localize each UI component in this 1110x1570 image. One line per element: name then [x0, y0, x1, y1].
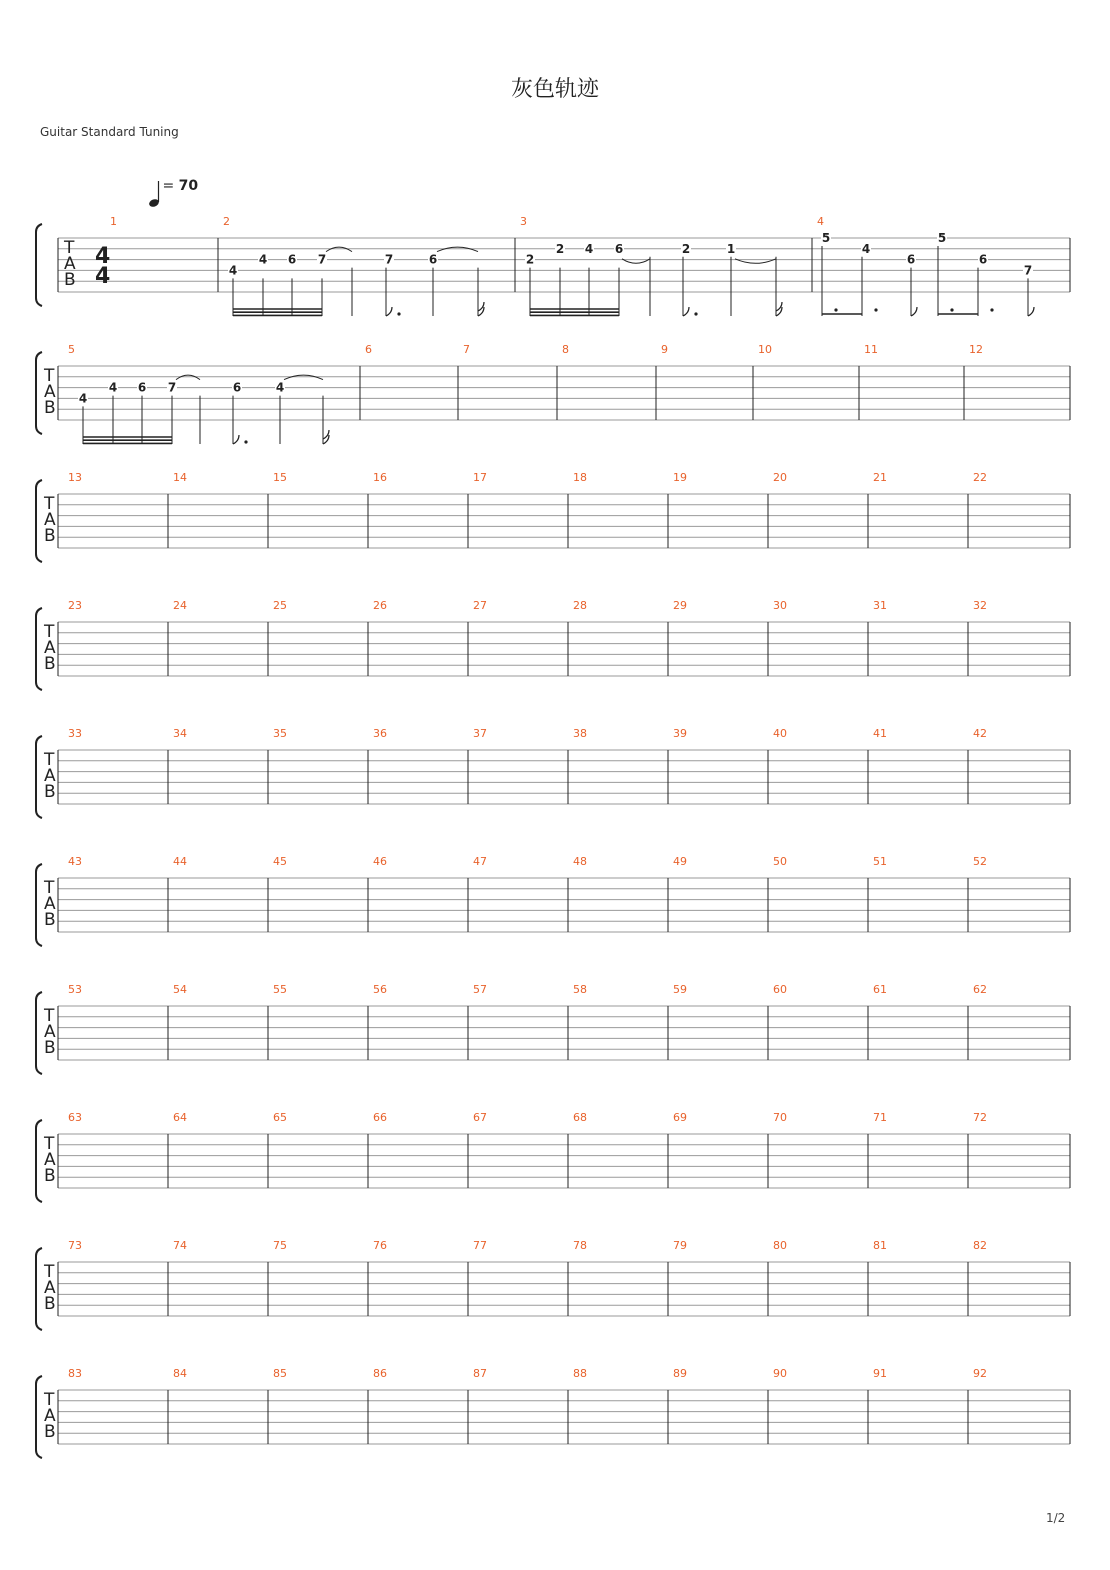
measure-number: 28: [573, 599, 587, 612]
tab-clef-letter-b: B: [44, 1294, 56, 1314]
tab-clef-letter-b: B: [44, 1038, 56, 1058]
tab-clef-letter-a: A: [44, 1278, 56, 1298]
system-bracket: [36, 1248, 42, 1330]
tempo-prefix: =: [162, 178, 179, 194]
measure-number: 14: [173, 471, 187, 484]
measure-number: 41: [873, 727, 887, 740]
tie-arc: [326, 247, 352, 252]
measure-number: 13: [68, 471, 82, 484]
measure-number: 37: [473, 727, 487, 740]
system-bracket: [36, 352, 42, 434]
measure-number: 2: [223, 215, 230, 228]
fret-number: 7: [167, 380, 177, 395]
note-flag: [911, 307, 917, 316]
song-title: 灰色轨迹: [510, 77, 599, 102]
measure-number: 43: [68, 855, 82, 868]
measure-number: 56: [373, 983, 387, 996]
measure-number: 36: [373, 727, 387, 740]
measure-number: 32: [973, 599, 987, 612]
measure-number: 4: [817, 215, 824, 228]
measure-number: 73: [68, 1239, 82, 1252]
measure-number: 91: [873, 1367, 887, 1380]
system-bracket: [36, 736, 42, 818]
measure-number: 70: [773, 1111, 787, 1124]
measure-number: 65: [273, 1111, 287, 1124]
measure-number: 53: [68, 983, 82, 996]
system-bracket: [36, 1120, 42, 1202]
tab-clef-letter-b: B: [44, 398, 56, 418]
measure-number: 86: [373, 1367, 387, 1380]
measure-number: 48: [573, 855, 587, 868]
system-bracket: [36, 480, 42, 562]
measure-number: 92: [973, 1367, 987, 1380]
measure-number: 50: [773, 855, 787, 868]
measure-number: 7: [463, 343, 470, 356]
measure-number: 71: [873, 1111, 887, 1124]
system-bracket: [36, 1376, 42, 1458]
measure-number: 8: [562, 343, 569, 356]
tuning-label: Guitar Standard Tuning: [40, 125, 179, 139]
measure-number: 84: [173, 1367, 187, 1380]
note-flag: [1028, 307, 1034, 316]
fret-number: 6: [232, 380, 242, 395]
measure-number: 61: [873, 983, 887, 996]
measure-number: 77: [473, 1239, 487, 1252]
measure-number: 83: [68, 1367, 82, 1380]
tie-arc: [437, 247, 478, 252]
tab-clef-letter-t: T: [44, 750, 55, 770]
tab-clef-letter-t: T: [44, 1006, 55, 1026]
measure-number: 46: [373, 855, 387, 868]
fret-number: 4: [78, 391, 88, 406]
measure-number: 40: [773, 727, 787, 740]
tab-clef-letter-t: T: [44, 1262, 55, 1282]
tab-clef-letter-a: A: [44, 1022, 56, 1042]
measure-number: 20: [773, 471, 787, 484]
measure-number: 30: [773, 599, 787, 612]
fret-number: 4: [108, 380, 118, 395]
note-dot: [834, 308, 837, 311]
measure-number: 52: [973, 855, 987, 868]
measure-number: 31: [873, 599, 887, 612]
fret-number: 6: [137, 380, 147, 395]
time-signature-bottom: 4: [95, 264, 111, 289]
measure-number: 89: [673, 1367, 687, 1380]
note-dot: [950, 308, 953, 311]
tab-clef-letter-t: T: [44, 1134, 55, 1154]
system-bracket: [36, 608, 42, 690]
measure-number: 25: [273, 599, 287, 612]
measure-number: 21: [873, 471, 887, 484]
fret-number: 7: [1023, 263, 1033, 278]
fret-number: 4: [584, 241, 594, 256]
measure-number: 75: [273, 1239, 287, 1252]
tab-clef-letter-t: T: [44, 494, 55, 514]
measure-number: 23: [68, 599, 82, 612]
measure-number: 82: [973, 1239, 987, 1252]
note-dot: [874, 308, 877, 311]
fret-number: 4: [258, 252, 268, 267]
measure-number: 12: [969, 343, 983, 356]
measure-number: 64: [173, 1111, 187, 1124]
tie-arc: [176, 375, 200, 380]
measure-number: 58: [573, 983, 587, 996]
fret-number: 4: [228, 263, 238, 278]
measure-number: 3: [520, 215, 527, 228]
note-flag: [386, 307, 392, 316]
measure-number: 88: [573, 1367, 587, 1380]
note-dot: [694, 312, 697, 315]
measure-number: 26: [373, 599, 387, 612]
tab-clef-letter-a: A: [44, 510, 56, 530]
measure-number: 85: [273, 1367, 287, 1380]
measure-number: 6: [365, 343, 372, 356]
fret-number: 5: [937, 231, 947, 245]
measure-number: 27: [473, 599, 487, 612]
fret-number: 6: [428, 252, 438, 267]
tempo-value: 70: [178, 178, 199, 194]
note-dot: [990, 308, 993, 311]
measure-number: 79: [673, 1239, 687, 1252]
tab-clef-letter-b: B: [44, 1166, 56, 1186]
measure-number: 66: [373, 1111, 387, 1124]
measure-number: 51: [873, 855, 887, 868]
tab-clef-letter-b: B: [44, 654, 56, 674]
fret-number: 7: [317, 252, 327, 267]
measure-number: 54: [173, 983, 187, 996]
measure-number: 59: [673, 983, 687, 996]
fret-number: 5: [821, 231, 831, 245]
measure-number: 44: [173, 855, 187, 868]
measure-number: 5: [68, 343, 75, 356]
page-number: 1/2: [1046, 1511, 1066, 1525]
measure-number: 15: [273, 471, 287, 484]
measure-number: 29: [673, 599, 687, 612]
measure-number: 11: [864, 343, 878, 356]
measure-number: 72: [973, 1111, 987, 1124]
measure-number: 33: [68, 727, 82, 740]
measure-number: 9: [661, 343, 668, 356]
tab-clef-letter-b: B: [44, 782, 56, 802]
measure-number: 10: [758, 343, 772, 356]
tie-arc: [284, 375, 323, 380]
fret-number: 2: [525, 252, 535, 267]
fret-number: 6: [614, 241, 624, 256]
fret-number: 6: [906, 252, 916, 267]
fret-number: 6: [287, 252, 297, 267]
measure-number: 90: [773, 1367, 787, 1380]
measure-number: 39: [673, 727, 687, 740]
tab-clef-letter-a: A: [64, 254, 76, 274]
measure-number: 19: [673, 471, 687, 484]
tab-clef-letter-t: T: [64, 238, 75, 258]
measure-number: 22: [973, 471, 987, 484]
fret-number: 2: [681, 241, 691, 256]
tab-clef-letter-t: T: [44, 1390, 55, 1410]
measure-number: 63: [68, 1111, 82, 1124]
measure-number: 55: [273, 983, 287, 996]
measure-number: 18: [573, 471, 587, 484]
measure-number: 38: [573, 727, 587, 740]
tab-clef-letter-a: A: [44, 1150, 56, 1170]
measure-number: 81: [873, 1239, 887, 1252]
tab-clef-letter-b: B: [64, 270, 76, 290]
measure-number: 47: [473, 855, 487, 868]
fret-number: 4: [861, 241, 871, 256]
tab-clef-letter-a: A: [44, 1406, 56, 1426]
measure-number: 76: [373, 1239, 387, 1252]
fret-number: 6: [978, 252, 988, 267]
time-signature-top: 4: [95, 244, 111, 269]
tab-clef-letter-t: T: [44, 878, 55, 898]
note-flag: [233, 435, 239, 444]
tab-clef-letter-b: B: [44, 526, 56, 546]
measure-number: 42: [973, 727, 987, 740]
system-bracket: [36, 992, 42, 1074]
measure-number: 87: [473, 1367, 487, 1380]
measure-number: 60: [773, 983, 787, 996]
measure-number: 69: [673, 1111, 687, 1124]
measure-number: 62: [973, 983, 987, 996]
tab-clef-letter-b: B: [44, 910, 56, 930]
measure-number: 78: [573, 1239, 587, 1252]
measure-number: 74: [173, 1239, 187, 1252]
fret-number: 7: [384, 252, 394, 267]
fret-number: 4: [275, 380, 285, 395]
tab-clef-letter-a: A: [44, 382, 56, 402]
tab-clef-letter-b: B: [44, 1422, 56, 1442]
note-dot: [397, 312, 400, 315]
measure-number: 1: [110, 215, 117, 228]
measure-number: 24: [173, 599, 187, 612]
measure-number: 49: [673, 855, 687, 868]
system-bracket: [36, 864, 42, 946]
measure-number: 80: [773, 1239, 787, 1252]
fret-number: 1: [726, 241, 736, 256]
measure-number: 34: [173, 727, 187, 740]
tab-clef-letter-t: T: [44, 366, 55, 386]
measure-number: 35: [273, 727, 287, 740]
measure-number: 16: [373, 471, 387, 484]
tab-clef-letter-t: T: [44, 622, 55, 642]
measure-number: 57: [473, 983, 487, 996]
tab-clef-letter-a: A: [44, 766, 56, 786]
system-bracket: [36, 224, 42, 306]
tab-clef-letter-a: A: [44, 638, 56, 658]
measure-number: 45: [273, 855, 287, 868]
note-flag: [683, 307, 689, 316]
fret-number: 2: [555, 241, 565, 256]
measure-number: 68: [573, 1111, 587, 1124]
measure-number: 17: [473, 471, 487, 484]
measure-number: 67: [473, 1111, 487, 1124]
tab-clef-letter-a: A: [44, 894, 56, 914]
note-dot: [244, 440, 247, 443]
